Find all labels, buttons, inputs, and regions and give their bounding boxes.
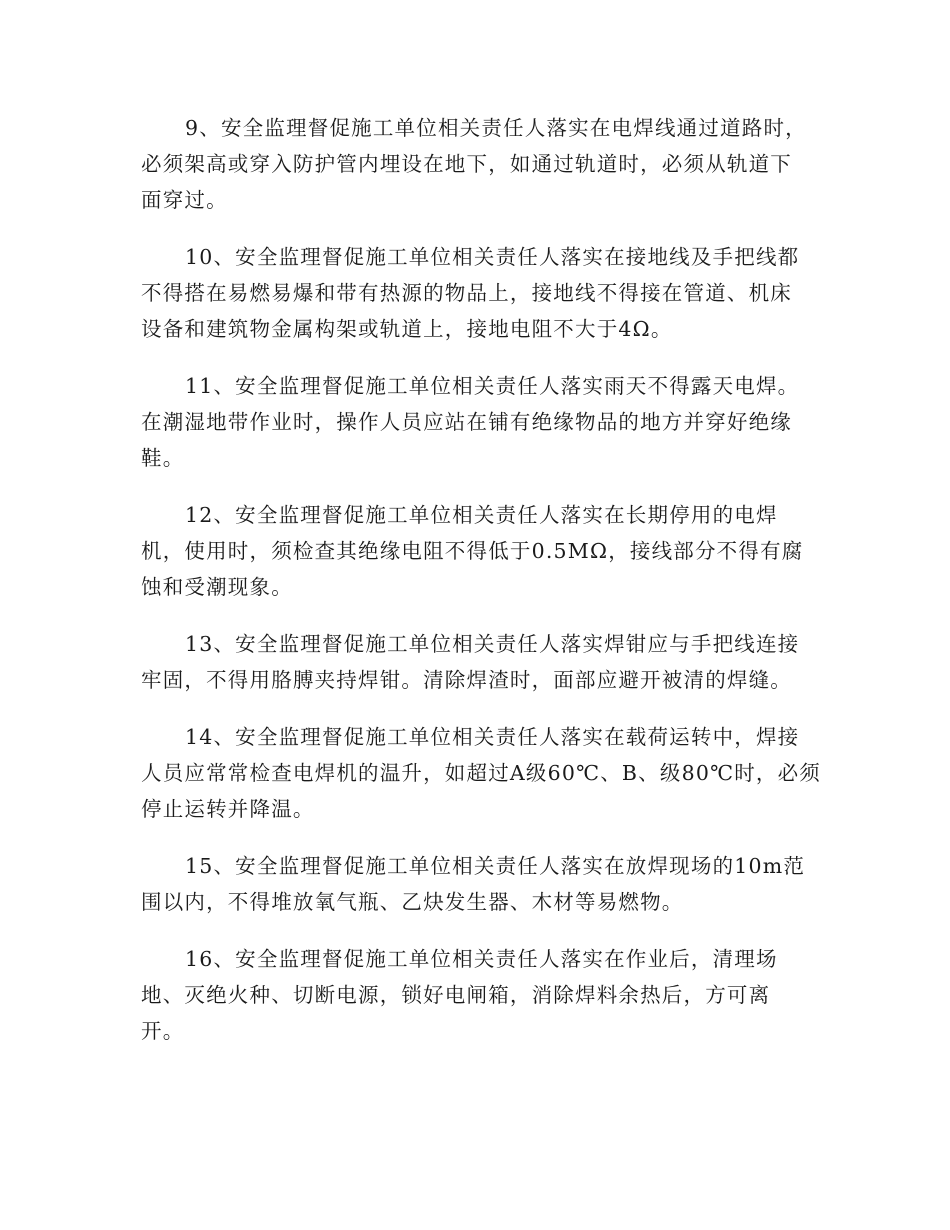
paragraph-line: 16、安全监理督促施工单位相关责任人落实在作业后，清理场 <box>185 947 778 971</box>
paragraph-15 <box>141 848 821 920</box>
paragraph-line: 开。 <box>141 1019 185 1043</box>
paragraph-line: 地、灭绝火种、切断电源，锁好电闸箱，消除焊料余热后，方可离 <box>141 983 771 1007</box>
paragraph-line: 停止运转并降温。 <box>141 797 315 821</box>
paragraph-line: 12、安全监理督促施工单位相关责任人落实在长期停用的电焊 <box>185 503 778 527</box>
paragraph-line: 面穿过。 <box>141 188 228 212</box>
paragraph-10 <box>141 239 821 347</box>
paragraph-line: 鞋。 <box>141 446 185 470</box>
paragraph-line: 在潮湿地带作业时，操作人员应站在铺有绝缘物品的地方并穿好绝缘 <box>141 410 792 434</box>
paragraph-line: 不得搭在易燃易爆和带有热源的物品上，接地线不得接在管道、机床 <box>141 281 792 305</box>
paragraph-line: 牢固，不得用胳膊夹持焊钳。清除焊渣时，面部应避开被清的焊缝。 <box>141 668 792 692</box>
paragraph-line: 必须架高或穿入防护管内埋设在地下，如通过轨道时，必须从轨道下 <box>141 152 792 176</box>
paragraph-9 <box>141 110 821 218</box>
paragraph-14 <box>141 719 821 827</box>
paragraph-line: 11、安全监理督促施工单位相关责任人落实雨天不得露天电焊。 <box>185 374 800 398</box>
paragraph-line: 15、安全监理督促施工单位相关责任人落实在放焊现场的10m范 <box>185 854 806 878</box>
document-body <box>141 110 821 1070</box>
paragraph-line: 14、安全监理督促施工单位相关责任人落实在载荷运转中，焊接 <box>185 725 800 749</box>
paragraph-line: 人员应常常检查电焊机的温升，如超过A级60℃、B、级80℃时，必须 <box>141 761 822 785</box>
paragraph-line: 10、安全监理督促施工单位相关责任人落实在接地线及手把线都 <box>185 245 800 269</box>
paragraph-12 <box>141 497 821 605</box>
paragraph-16 <box>141 941 821 1049</box>
paragraph-line: 9、安全监理督促施工单位相关责任人落实在电焊线通过道路时， <box>185 116 807 140</box>
paragraph-line: 机，使用时，须检查其绝缘电阻不得低于0.5MΩ，接线部分不得有腐 <box>141 539 804 563</box>
paragraph-line: 蚀和受潮现象。 <box>141 575 293 599</box>
paragraph-line: 13、安全监理督促施工单位相关责任人落实焊钳应与手把线连接 <box>185 632 800 656</box>
paragraph-13 <box>141 626 821 698</box>
paragraph-line: 围以内，不得堆放氧气瓶、乙炔发生器、木材等易燃物。 <box>141 890 684 914</box>
paragraph-line: 设备和建筑物金属构架或轨道上，接地电阻不大于4Ω。 <box>141 317 673 341</box>
paragraph-11 <box>141 368 821 476</box>
